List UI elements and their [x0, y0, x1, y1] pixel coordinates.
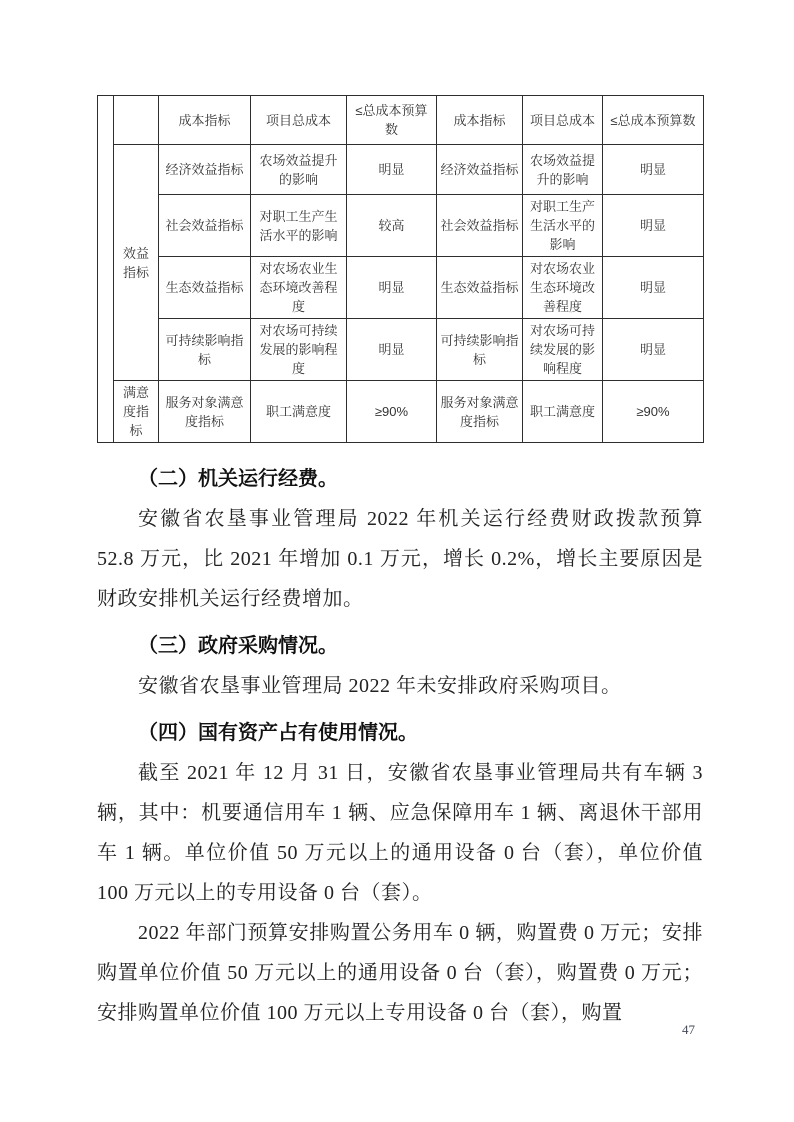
table-cell: 生态效益指标 — [159, 257, 251, 319]
table-cell: 明显 — [603, 195, 704, 257]
table-cell: 对农场可持续发展的影响程度 — [523, 319, 603, 381]
table-cell: 明显 — [603, 257, 704, 319]
table-cell: 成本指标 — [437, 96, 523, 145]
section-heading: （三）政府采购情况。 — [138, 635, 338, 657]
table-cell: 明显 — [603, 145, 704, 195]
table-cell: 经济效益指标 — [159, 145, 251, 195]
section-heading: （四）国有资产占有使用情况。 — [138, 722, 418, 744]
paragraph: 2022 年部门预算安排购置公务用车 0 辆，购置费 0 万元；安排购置单位价值 50 万元以上的通用设备 0 台（套），购置费 0 万元；安排购置单位价值 100 万元以上专用设备 0 台（套），购置 — [97, 922, 703, 1024]
table-cell: 服务对象满意度指标 — [159, 381, 251, 443]
table-cell: 社会效益指标 — [437, 195, 523, 257]
table-cell: 较高 — [347, 195, 437, 257]
table-cell: ≥90% — [603, 381, 704, 443]
table-cell: 社会效益指标 — [159, 195, 251, 257]
table-cell: ≥90% — [347, 381, 437, 443]
section-government-procurement — [97, 626, 703, 706]
table-cell: 对职工生产生活水平的影响 — [523, 195, 603, 257]
table-cell: 农场效益提升的影响 — [251, 145, 347, 195]
table-row — [98, 96, 704, 145]
table-cell: 经济效益指标 — [437, 145, 523, 195]
table-cell: 可持续影响指标 — [437, 319, 523, 381]
table-cell-spacer — [98, 96, 114, 443]
table-row — [98, 257, 704, 319]
table-row — [98, 381, 704, 443]
table-cell-group: 效益指标 — [114, 145, 159, 381]
table-cell: 对农场农业生态环境改善程度 — [523, 257, 603, 319]
section-agency-operating-expenses — [97, 459, 703, 619]
table-cell: ≤总成本预算数 — [347, 96, 437, 145]
performance-indicators-table — [97, 95, 704, 443]
table-cell: 职工满意度 — [251, 381, 347, 443]
table-cell: 农场效益提升的影响 — [523, 145, 603, 195]
table-cell: 对农场可持续发展的影响程度 — [251, 319, 347, 381]
paragraph: 安徽省农垦事业管理局 2022 年未安排政府采购项目。 — [138, 675, 622, 697]
section-heading: （二）机关运行经费。 — [138, 468, 338, 490]
paragraph: 安徽省农垦事业管理局 2022 年机关运行经费财政拨款预算 52.8 万元，比 2021 年增加 0.1 万元，增长 0.2%，增长主要原因是财政安排机关运行经费增加。 — [97, 508, 703, 610]
table-cell: 明显 — [347, 319, 437, 381]
table-row — [98, 319, 704, 381]
table-cell: 明显 — [347, 145, 437, 195]
table-cell: 对职工生产生活水平的影响 — [251, 195, 347, 257]
table-cell-group: 满意度指标 — [114, 381, 159, 443]
paragraph: 截至 2021 年 12 月 31 日，安徽省农垦事业管理局共有车辆 3 辆，其中：机要通信用车 1 辆、应急保障用车 1 辆、离退休干部用车 1 辆。单位价值 50 万元以上的通用设备 0 台（套），单位价值 100 万元以上的专用设备 0 台（套）。 — [97, 762, 703, 904]
table-cell: 明显 — [603, 319, 704, 381]
table-cell: 明显 — [347, 257, 437, 319]
section-state-owned-assets — [97, 713, 703, 1033]
table-row — [98, 145, 704, 195]
table-cell: 项目总成本 — [523, 96, 603, 145]
page-number: 47 — [682, 1022, 695, 1037]
table-cell: 服务对象满意度指标 — [437, 381, 523, 443]
table-cell: 对农场农业生态环境改善程度 — [251, 257, 347, 319]
page-content — [97, 95, 703, 1033]
table-cell: 可持续影响指标 — [159, 319, 251, 381]
table-cell-group — [114, 96, 159, 145]
table-cell: ≤总成本预算数 — [603, 96, 704, 145]
table-cell: 职工满意度 — [523, 381, 603, 443]
table-cell: 项目总成本 — [251, 96, 347, 145]
table-row — [98, 195, 704, 257]
table-cell: 成本指标 — [159, 96, 251, 145]
table-cell: 生态效益指标 — [437, 257, 523, 319]
